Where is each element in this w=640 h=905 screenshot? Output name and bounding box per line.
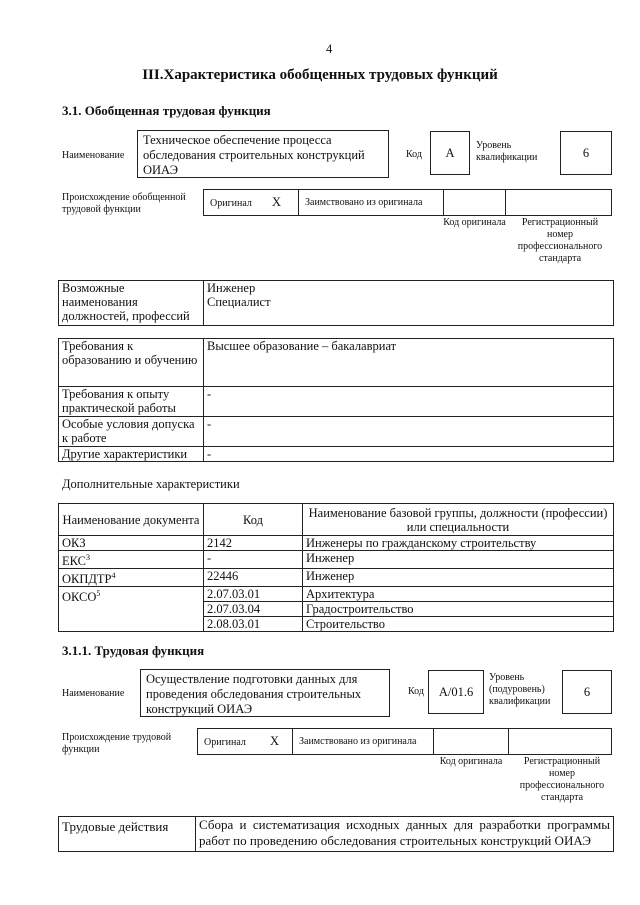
tf-heading: 3.1.1. Трудовая функция (62, 643, 205, 658)
footnote-ref: 3 (86, 553, 90, 562)
req-value: - (204, 417, 614, 447)
tf-origin-label: Происхождение трудовой функции (62, 732, 172, 755)
additional-caption: Дополнительные характеристики (62, 477, 240, 491)
tf-name-label: Наименование (62, 688, 125, 699)
tf-orig-code-caption: Код оригинала (439, 756, 503, 767)
gtf-reg-num-caption: Регистрационный номер профессионального стандарта (517, 217, 603, 264)
doc-code: 2.08.03.01 (204, 617, 303, 632)
tf-original-mark: Х (270, 734, 280, 748)
table-row (59, 569, 614, 587)
group-name: Инженеры по гражданскому строительству (303, 536, 614, 551)
doc-name: ОКСО (62, 590, 97, 605)
positions-value (204, 281, 614, 326)
req-value: Высшее образование – бакалавриат (204, 339, 614, 387)
doc-name: ОКЗ (62, 536, 86, 550)
gtf-original-cell (203, 189, 299, 216)
table-row (59, 551, 614, 569)
doc-name: ОКПДТР (62, 572, 112, 587)
gtf-reg-num-cell (505, 189, 612, 216)
gtf-name-label: Наименование (62, 150, 125, 161)
group-name: Строительство (303, 617, 614, 632)
col-header-name: Наименование базовой группы, должности (профессии) или специальности (303, 504, 614, 536)
doc-code: - (204, 551, 303, 569)
gtf-origin-label: Происхождение обобщенной трудовой функции (62, 192, 186, 215)
tf-code-label: Код (408, 686, 424, 697)
gtf-orig-code-cell (443, 189, 506, 216)
table-row (59, 536, 614, 551)
footnote-ref: 5 (96, 589, 101, 599)
requirements-table (58, 338, 614, 462)
section-title: III.Характеристика обобщенных трудовых функций (142, 67, 498, 83)
doc-code: 2142 (204, 536, 303, 551)
gtf-level-label: Уровень квалификации (476, 140, 538, 163)
gtf-borrowed-label: Заимствовано из оригинала (305, 197, 423, 208)
req-label: Особые условия допуска к работе (59, 417, 204, 447)
col-header-code: Код (204, 504, 303, 536)
gtf-code-value: А (430, 131, 470, 175)
gtf-level-value: 6 (560, 131, 612, 175)
gtf-code-label: Код (406, 149, 422, 160)
gtf-name-value: Техническое обеспечение процесса обследования строительных конструкций ОИАЭ (137, 130, 389, 178)
position-item: Инженер (207, 281, 256, 295)
tf-borrowed-cell (292, 728, 434, 755)
gtf-orig-code-caption: Код оригинала (443, 217, 506, 228)
gtf-borrowed-cell (298, 189, 444, 216)
gtf-heading: 3.1. Обобщенная трудовая функция (62, 103, 271, 118)
doc-code: 2.07.03.01 (204, 587, 303, 602)
req-label: Требования к опыту практической работы (59, 387, 204, 417)
tf-borrowed-label: Заимствовано из оригинала (299, 736, 417, 747)
req-value: - (204, 387, 614, 417)
group-name: Инженер (303, 551, 614, 569)
tf-reg-num-caption: Регистрационный номер профессионального стандарта (519, 756, 605, 803)
group-name: Архитектура (303, 587, 614, 602)
tf-original-label: Оригинал (204, 737, 246, 748)
actions-value: Сбора и систематизация исходных данных для разработки программы работ по проведению обследования строительных конструкций ОИАЭ (196, 817, 614, 852)
footnote-ref: 4 (111, 571, 116, 581)
group-name: Градостроительство (303, 602, 614, 617)
positions-table (58, 280, 614, 326)
actions-label: Трудовые действия (59, 817, 196, 852)
tf-level-label: Уровень (подуровень) квалификации (489, 672, 551, 707)
page-number: 4 (326, 42, 333, 56)
tf-reg-num-cell (508, 728, 612, 755)
req-value: - (204, 447, 614, 462)
doc-code: 22446 (204, 569, 303, 587)
actions-table (58, 816, 614, 852)
group-name: Инженер (303, 569, 614, 587)
additional-table (58, 503, 614, 632)
position-item: Специалист (207, 295, 271, 309)
req-label: Требования к образованию и обучению (59, 339, 204, 387)
tf-level-value: 6 (562, 670, 612, 714)
gtf-original-label: Оригинал (210, 198, 252, 209)
gtf-original-mark: Х (272, 195, 282, 209)
tf-orig-code-cell (433, 728, 509, 755)
req-label: Другие характеристики (59, 447, 204, 462)
tf-name-value: Осуществление подготовки данных для проведения обследования строительных конструкций ОИАЭ (140, 669, 390, 717)
col-header-doc: Наименование документа (59, 504, 204, 536)
doc-code: 2.07.03.04 (204, 602, 303, 617)
table-row (59, 587, 614, 602)
tf-original-cell (197, 728, 293, 755)
tf-code-value: А/01.6 (428, 670, 484, 714)
doc-name: ЕКС (62, 554, 86, 569)
positions-label: Возможные наименования должностей, профессий (59, 281, 204, 326)
